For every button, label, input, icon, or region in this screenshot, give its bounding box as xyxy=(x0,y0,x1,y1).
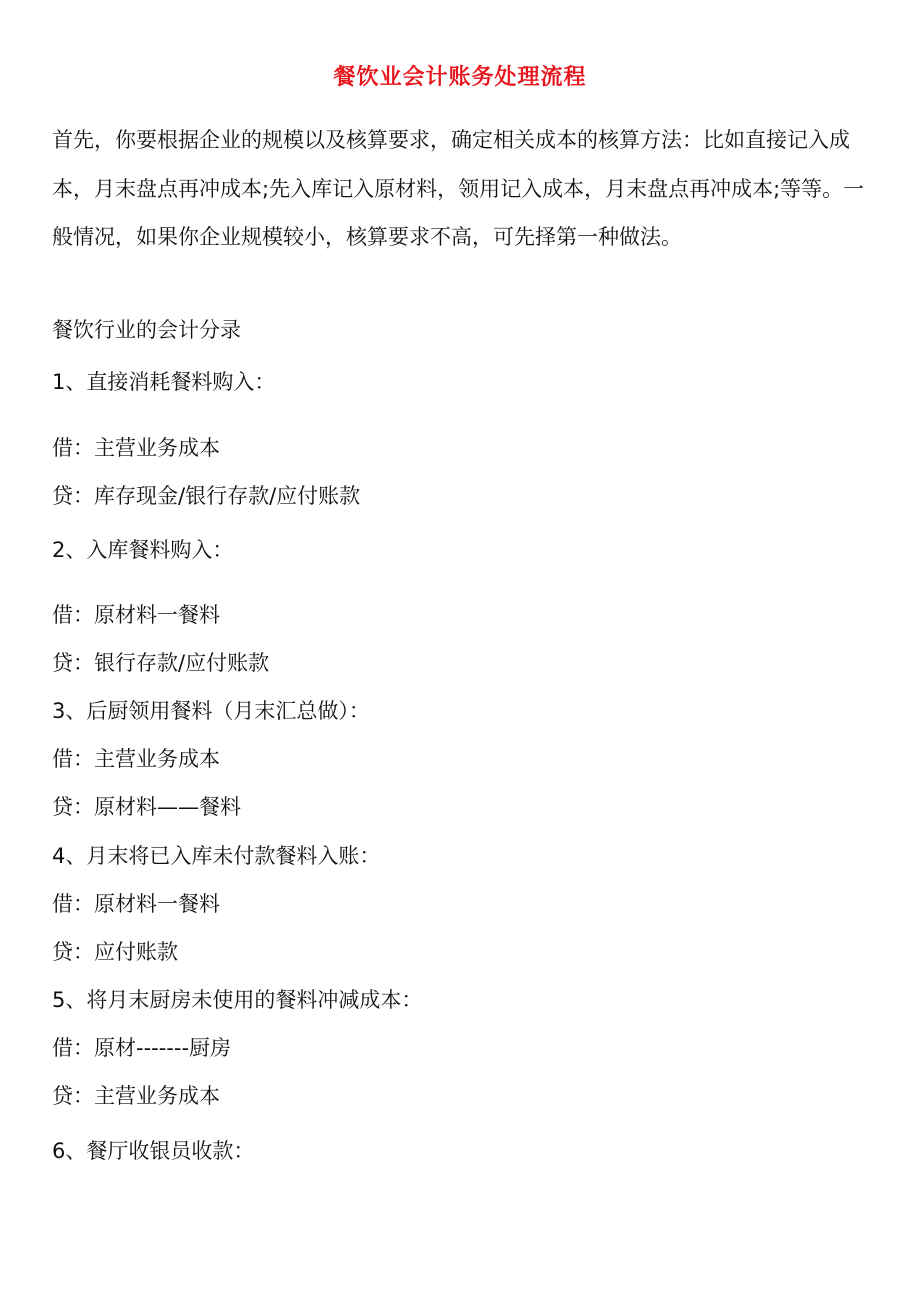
entry-4-credit: 贷：应付账款 xyxy=(52,940,178,964)
intro-paragraph: 首先，你要根据企业的规模以及核算要求，确定相关成本的核算方法：比如直接记入成本，月末盘点再冲成本;先入库记入原材料，领用记入成本，月末盘点再冲成本;等等。一般情况，如果你企业规模较小，核算要求不高，可先择第一种做法。 xyxy=(52,128,865,249)
entry-3-credit: 贷：原材料——餐料 xyxy=(52,795,241,819)
entry-2-debit: 借：原材料一餐料 xyxy=(52,603,220,627)
section-heading: 餐饮行业的会计分录 xyxy=(52,318,241,342)
entry-5-debit: 借：原材-------厨房 xyxy=(52,1036,232,1060)
entry-5-heading: 5、将月末厨房未使用的餐料冲减成本： xyxy=(52,988,423,1012)
entry-3-debit: 借：主营业务成本 xyxy=(52,747,220,771)
entry-2-heading: 2、入库餐料购入： xyxy=(52,538,234,562)
entry-5-credit: 贷：主营业务成本 xyxy=(52,1084,220,1108)
entry-6-heading: 6、餐厅收银员收款： xyxy=(52,1139,255,1163)
document-title: 餐饮业会计账务处理流程 xyxy=(333,65,587,90)
entry-3-heading: 3、后厨领用餐料（月末汇总做）： xyxy=(52,699,370,723)
entry-1-heading: 1、直接消耗餐料购入： xyxy=(52,370,276,394)
entry-2-credit: 贷：银行存款/应付账款 xyxy=(52,651,270,675)
entry-1-credit: 贷：库存现金/银行存款/应付账款 xyxy=(52,484,361,508)
entry-1-debit: 借：主营业务成本 xyxy=(52,436,220,460)
entry-4-heading: 4、月末将已入库未付款餐料入账： xyxy=(52,844,381,868)
entry-4-debit: 借：原材料一餐料 xyxy=(52,892,220,916)
